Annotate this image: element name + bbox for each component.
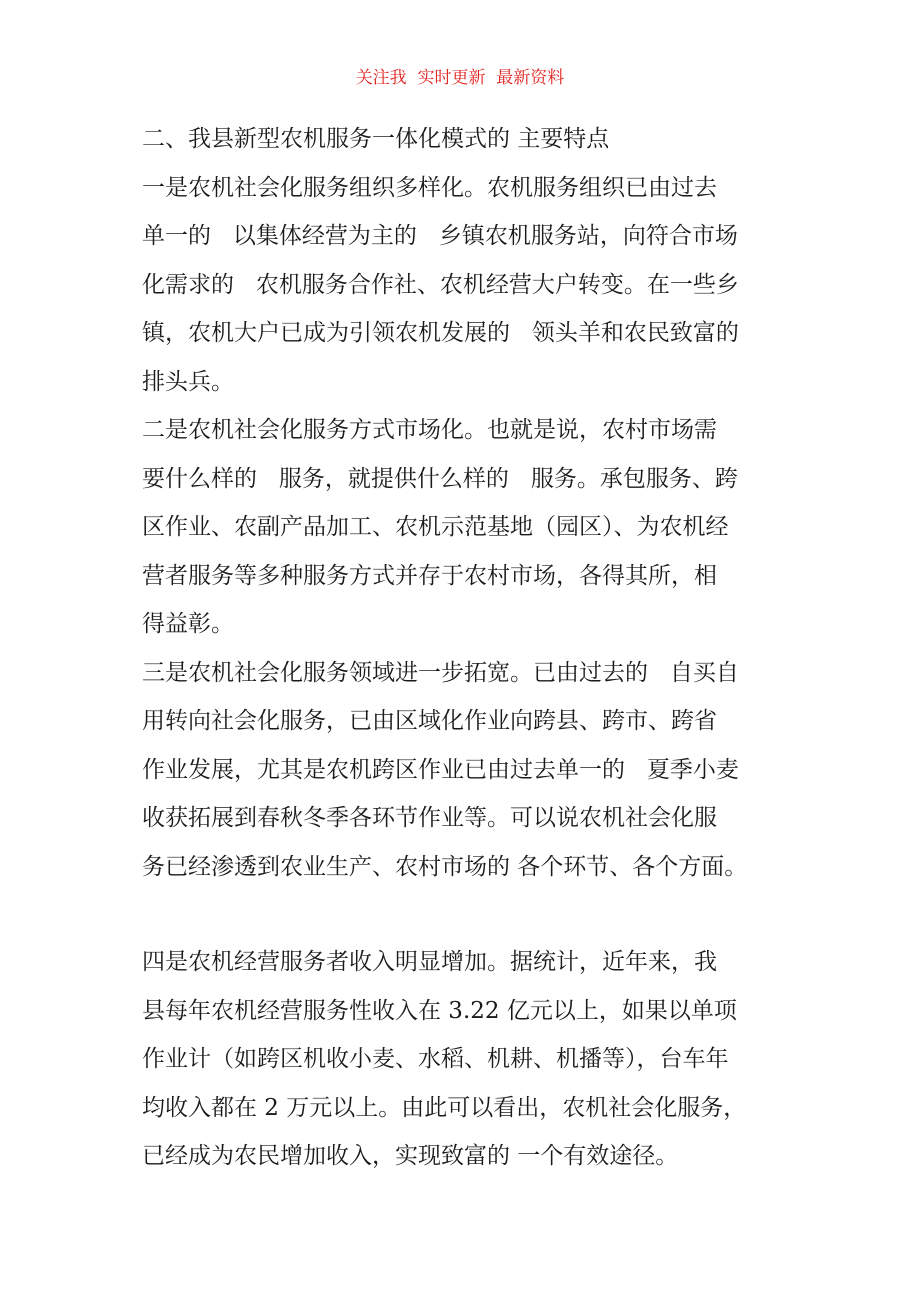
paragraph-line: 四是农机经营服务者收入明显增加。据统计，近年来，我 bbox=[142, 949, 717, 975]
paragraph-line: 作业计（如跨区机收小麦、水稻、机耕、机播等），台车年 bbox=[142, 1046, 729, 1072]
page-header-banner: 关注我 实时更新 最新资料 bbox=[355, 68, 565, 88]
paragraph-line: 均收入都在 2 万元以上。由此可以看出，农机社会化服务， bbox=[142, 1094, 747, 1121]
paragraph-line: 县每年农机经营服务性收入在 3.22 亿元以上，如果以单项 bbox=[142, 997, 737, 1024]
document-body bbox=[142, 115, 802, 1181]
paragraph-1 bbox=[142, 164, 802, 407]
paragraph-line: 三是农机社会化服务领域进一步拓宽。已由过去的 自买自 bbox=[142, 659, 739, 686]
paragraph-line: 已经成为农民增加收入，实现致富的 一个有效途径。 bbox=[142, 1143, 679, 1169]
paragraph-line: 区作业、农副产品加工、农机示范基地（园区）、为农机经 bbox=[142, 514, 729, 540]
paragraph-line: 务已经渗透到农业生产、农村市场的 各个环节、各个方面。 bbox=[142, 853, 748, 880]
paragraph-line: 要什么样的 服务，就提供什么样的 服务。承包服务、跨 bbox=[142, 465, 738, 492]
paragraph-line: 单一的 以集体经营为主的 乡镇农机服务站，向符合市场 bbox=[142, 223, 738, 249]
paragraph-line: 镇，农机大户已成为引领农机发展的 领头羊和农民致富的 bbox=[142, 320, 739, 346]
paragraph-line: 化需求的 农机服务合作社、农机经营大户转变。在一些乡 bbox=[142, 271, 739, 298]
paragraph-line: 用转向社会化服务，已由区域化作业向跨县、跨市、跨省 bbox=[142, 708, 717, 734]
section-heading: 二、我县新型农机服务一体化模式的 主要特点 bbox=[142, 126, 610, 152]
paragraph-spacer bbox=[142, 891, 802, 938]
paragraph-3 bbox=[142, 649, 802, 892]
paragraph-line: 收获拓展到春秋冬季各环节作业等。可以说农机社会化服 bbox=[142, 805, 717, 831]
paragraph-line: 排头兵。 bbox=[142, 368, 234, 395]
paragraph-line: 一是农机社会化服务组织多样化。农机服务组织已由过去 bbox=[142, 174, 717, 201]
paragraph-line: 营者服务等多种服务方式并存于农村市场，各得其所，相 bbox=[142, 562, 717, 589]
paragraph-line: 得益彰。 bbox=[142, 611, 234, 637]
paragraph-4 bbox=[142, 938, 802, 1181]
paragraph-2 bbox=[142, 406, 802, 649]
paragraph-line: 二是农机社会化服务方式市场化。也就是说，农村市场需 bbox=[142, 417, 717, 443]
paragraph-line: 作业发展，尤其是农机跨区作业已由过去单一的 夏季小麦 bbox=[142, 756, 739, 783]
